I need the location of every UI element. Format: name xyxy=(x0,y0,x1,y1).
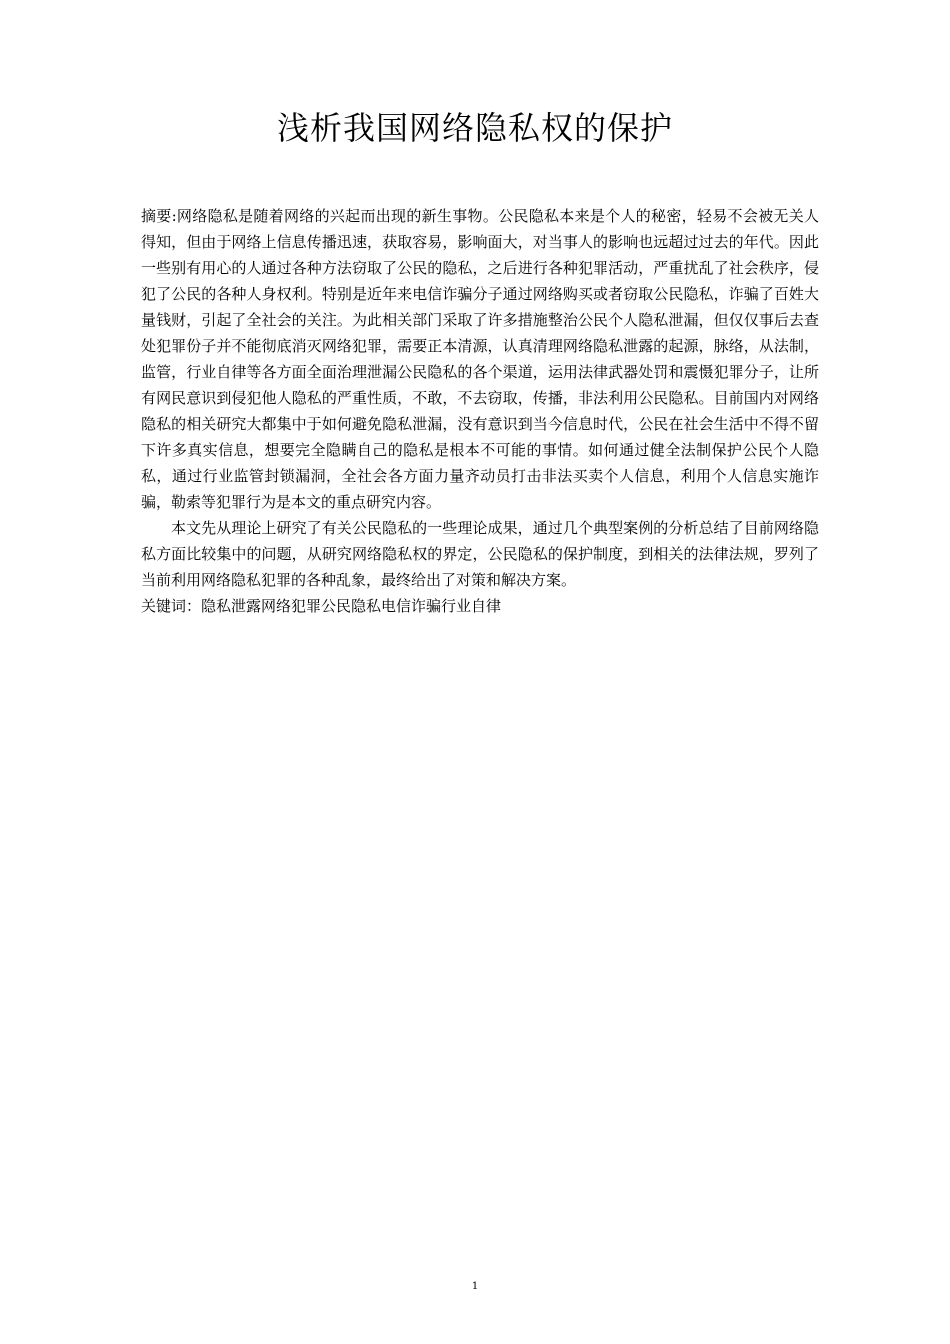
keywords-line: 关键词：隐私泄露网络犯罪公民隐私电信诈骗行业自律 xyxy=(141,597,502,615)
paper-body xyxy=(141,203,819,619)
page-number: 1 xyxy=(471,1281,479,1292)
introduction-paragraph: 本文先从理论上研究了有关公民隐私的一些理论成果，通过几个典型案例的分析总结了目前网络隐私方面比较集中的问题，从研究网络隐私权的界定，公民隐私的保护制度，到相关的法律法规，罗列了当前利用网络隐私犯罪的各种乱象，最终给出了对策和解决方案。 xyxy=(141,519,819,589)
abstract-paragraph: 摘要:网络隐私是随着网络的兴起而出现的新生事物。公民隐私本来是个人的秘密，轻易不会被无关人得知，但由于网络上信息传播迅速，获取容易，影响面大，对当事人的影响也远超过过去的年代。因此一些别有用心的人通过各种方法窃取了公民的隐私，之后进行各种犯罪活动，严重扰乱了社会秩序，侵犯了公民的各种人身权利。特别是近年来电信诈骗分子通过网络购买或者窃取公民隐私，诈骗了百姓大量钱财，引起了全社会的关注。为此相关部门采取了许多措施整治公民个人隐私泄漏，但仅仅事后去查处犯罪份子并不能彻底消灭网络犯罪，需要正本清源，认真清理网络隐私泄露的起源，脉络，从法制，监管，行业自律等各方面全面治理泄漏公民隐私的各个渠道，运用法律武器处罚和震慑犯罪分子，让所有网民意识到侵犯他人隐私的严重性质，不敢，不去窃取，传播，非法利用公民隐私。目前国内对网络隐私的相关研究大都集中于如何避免隐私泄漏，没有意识到当今信息时代，公民在社会生活中不得不留下许多真实信息，想要完全隐瞒自己的隐私是根本不可能的事情。如何通过健全法制保护公民个人隐私，通过行业监管封锁漏洞，全社会各方面力量齐动员打击非法买卖个人信息，利用个人信息实施诈骗，勒索等犯罪行为是本文的重点研究内容。 xyxy=(141,207,819,511)
paper-title: 浅析我国网络隐私权的保护 xyxy=(276,109,673,147)
